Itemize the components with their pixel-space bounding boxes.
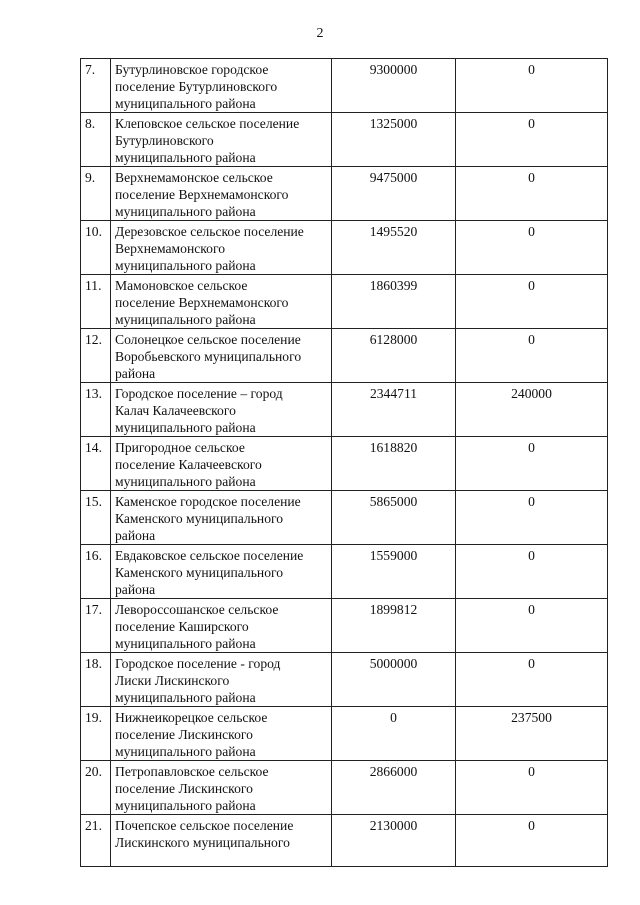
settlement-name (111, 221, 332, 275)
row-number: 13. (81, 383, 111, 437)
row-number: 16. (81, 545, 111, 599)
amount-2-cell: 0 (456, 113, 608, 167)
amount-2-cell: 0 (456, 167, 608, 221)
settlement-name-line: поселение Лискинского (115, 727, 253, 742)
row-number: 20. (81, 761, 111, 815)
amount-1-cell: 1899812 (332, 599, 456, 653)
settlement-name-line: муниципального района (115, 798, 256, 813)
table-row (81, 653, 608, 707)
settlement-name-line: Нижнеикорецкое сельское (115, 710, 268, 725)
amount-2-cell: 0 (456, 653, 608, 707)
table-row (81, 707, 608, 761)
settlement-name-line: Дерезовское сельское поселение (115, 224, 304, 239)
settlement-name-line: поселение Каширского (115, 619, 249, 634)
settlement-name-line: муниципального района (115, 474, 256, 489)
table-row (81, 815, 608, 867)
amount-2-cell: 0 (456, 275, 608, 329)
settlement-name (111, 383, 332, 437)
settlement-name (111, 59, 332, 113)
settlement-name-line: муниципального района (115, 96, 256, 111)
amount-1-cell: 9475000 (332, 167, 456, 221)
settlement-name (111, 329, 332, 383)
settlement-name-line: Пригородное сельское (115, 440, 245, 455)
amount-1-cell: 1860399 (332, 275, 456, 329)
settlement-name-line: Мамоновское сельское (115, 278, 248, 293)
table-row (81, 761, 608, 815)
settlement-name-line: Верхнемамонское сельское (115, 170, 273, 185)
settlement-name-line: Евдаковское сельское поселение (115, 548, 304, 563)
table-row (81, 167, 608, 221)
row-number: 8. (81, 113, 111, 167)
amount-2-cell: 240000 (456, 383, 608, 437)
settlement-name-line: Почепское сельское поселение (115, 818, 294, 833)
table-row (81, 275, 608, 329)
settlement-name (111, 167, 332, 221)
row-number: 12. (81, 329, 111, 383)
settlement-name-line: Каменского муниципального (115, 511, 284, 526)
settlement-name-line: поселение Лискинского (115, 781, 253, 796)
settlement-name-line: муниципального района (115, 420, 256, 435)
settlement-name-line: муниципального района (115, 312, 256, 327)
row-number: 17. (81, 599, 111, 653)
settlement-name-line: поселение Верхнемамонского (115, 295, 289, 310)
amount-1-cell: 1325000 (332, 113, 456, 167)
settlement-name-line: района (115, 366, 156, 381)
settlement-name-line: поселение Калачеевского (115, 457, 262, 472)
settlement-name (111, 545, 332, 599)
settlement-name-line: Калач Калачеевского (115, 403, 236, 418)
table-row (81, 545, 608, 599)
page-number: 2 (316, 26, 324, 41)
settlement-name-line: Лиски Лискинского (115, 673, 230, 688)
amount-1-cell: 2130000 (332, 815, 456, 867)
amount-1-cell: 1618820 (332, 437, 456, 491)
settlement-name-line: поселение Бутурлиновского (115, 79, 278, 94)
settlement-name-line: поселение Верхнемамонского (115, 187, 289, 202)
settlement-name-line: Воробьевского муниципального (115, 349, 302, 364)
settlement-name (111, 653, 332, 707)
amount-2-cell: 237500 (456, 707, 608, 761)
settlement-name-line: муниципального района (115, 690, 256, 705)
amount-1-cell: 1495520 (332, 221, 456, 275)
settlement-name-line: Каменского муниципального (115, 565, 284, 580)
settlement-name-line: Каменское городское поселение (115, 494, 301, 509)
settlement-name-line: муниципального района (115, 744, 256, 759)
settlement-name-line: муниципального района (115, 150, 256, 165)
table-row (81, 599, 608, 653)
settlement-name-line: муниципального района (115, 636, 256, 651)
settlement-name-line: Городское поселение – город (115, 386, 283, 401)
table-row (81, 113, 608, 167)
amount-2-cell: 0 (456, 59, 608, 113)
row-number: 9. (81, 167, 111, 221)
amount-1-cell: 0 (332, 707, 456, 761)
row-number: 15. (81, 491, 111, 545)
settlement-name-line: Петропавловское сельское (115, 764, 269, 779)
row-number: 14. (81, 437, 111, 491)
settlement-name-line: Городское поселение - город (115, 656, 281, 671)
settlement-name (111, 761, 332, 815)
settlement-name-line: Верхнемамонского (115, 241, 225, 256)
settlement-name-line: Клеповское сельское поселение (115, 116, 300, 131)
amount-1-cell: 2344711 (332, 383, 456, 437)
amount-1-cell: 9300000 (332, 59, 456, 113)
settlement-name (111, 275, 332, 329)
amount-2-cell: 0 (456, 545, 608, 599)
amount-2-cell: 0 (456, 221, 608, 275)
settlement-name-line: Бутурлиновского (115, 133, 214, 148)
table-row (81, 221, 608, 275)
row-number: 18. (81, 653, 111, 707)
amount-2-cell: 0 (456, 761, 608, 815)
row-number: 10. (81, 221, 111, 275)
amount-1-cell: 6128000 (332, 329, 456, 383)
table-row (81, 437, 608, 491)
settlement-name-line: Бутурлиновское городское (115, 62, 269, 77)
row-number: 7. (81, 59, 111, 113)
table-row (81, 383, 608, 437)
settlement-name (111, 113, 332, 167)
amount-1-cell: 5865000 (332, 491, 456, 545)
table-row (81, 491, 608, 545)
settlement-name (111, 491, 332, 545)
amount-2-cell: 0 (456, 815, 608, 867)
amount-2-cell: 0 (456, 437, 608, 491)
settlement-name (111, 599, 332, 653)
amount-2-cell: 0 (456, 491, 608, 545)
settlement-name (111, 707, 332, 761)
amount-2-cell: 0 (456, 599, 608, 653)
row-number: 21. (81, 815, 111, 867)
settlement-name-line: муниципального района (115, 258, 256, 273)
amount-1-cell: 1559000 (332, 545, 456, 599)
row-number: 11. (81, 275, 111, 329)
table-row (81, 59, 608, 113)
settlement-name-line: Лискинского муниципального (115, 835, 290, 850)
amount-1-cell: 5000000 (332, 653, 456, 707)
settlement-name (111, 437, 332, 491)
allocation-table (80, 58, 608, 867)
settlement-name-line: муниципального района (115, 204, 256, 219)
amount-2-cell: 0 (456, 329, 608, 383)
table-body (81, 59, 608, 867)
amount-1-cell: 2866000 (332, 761, 456, 815)
settlement-name-line: района (115, 528, 156, 543)
row-number: 19. (81, 707, 111, 761)
table-row (81, 329, 608, 383)
settlement-name-line: Левороссошанское сельское (115, 602, 279, 617)
settlement-name-line: Солонецкое сельское поселение (115, 332, 301, 347)
settlement-name-line: района (115, 582, 156, 597)
settlement-name (111, 815, 332, 867)
